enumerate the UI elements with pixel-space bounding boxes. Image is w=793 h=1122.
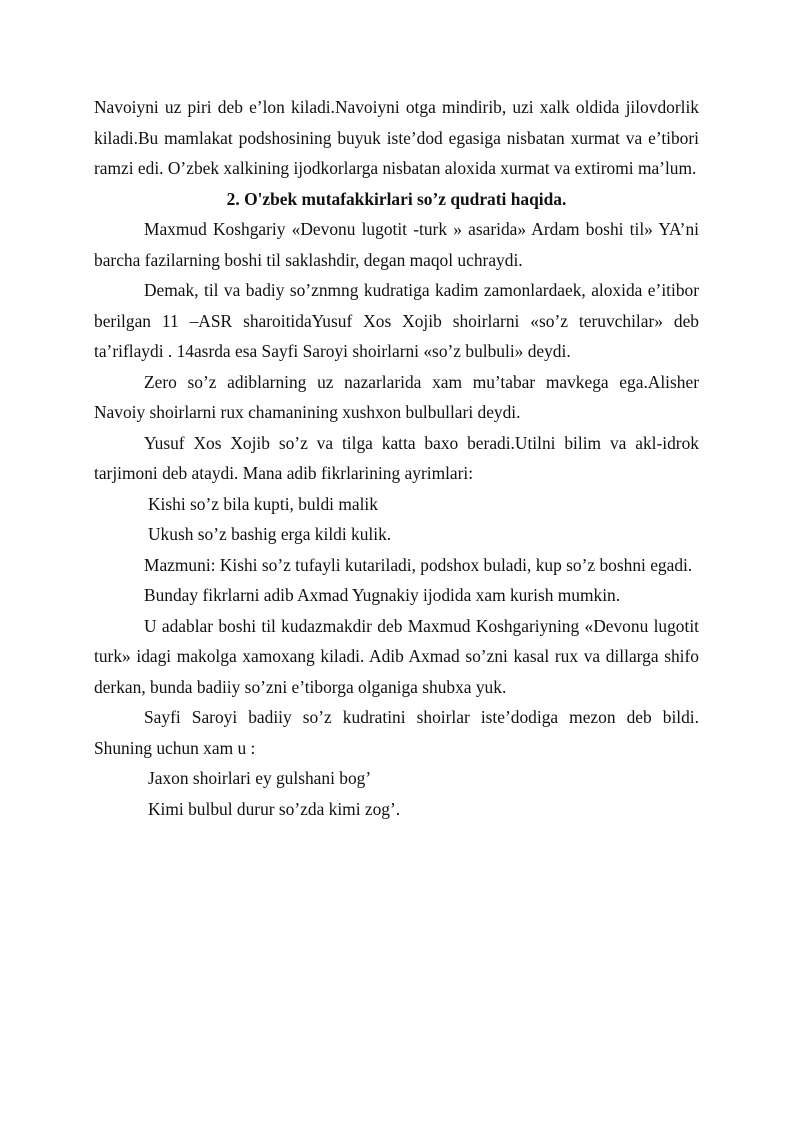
paragraph-yusuf: Yusuf Xos Xojib so’z va tilga katta baxo beradi.Utilni bilim va akl-idrok tarjimoni deb ataydi. Mana adib fikrlarining ayrimlari: bbox=[94, 432, 699, 483]
paragraph-zero: Zero so’z adiblarning uz nazarlarida xam mu’tabar mavkega ega.Alisher Navoiy shoirlarni rux chamanining xushxon bulbullari deydi. bbox=[94, 371, 699, 422]
verse-line: Kishi so’z bila kupti, buldi malik bbox=[148, 493, 378, 514]
section-heading: 2. O'zbek mutafakkirlari so’z qudrati haqida. bbox=[226, 188, 567, 209]
paragraph-navoiy: Navoiyni uz piri deb e’lon kiladi.Navoiyni otga mindirib, uzi xalk oldida jilovdorlik kiladi.Bu mamlakat podshosining buyuk iste’dod egasiga nisbatan xurmat va e’tibori ramzi edi. O’zbek xalkining ijodkorlarga nisbatan aloxida xurmat va extiromi ma’lum. bbox=[94, 97, 699, 178]
paragraph-adablar: U adablar boshi til kudazmakdir deb Maxmud Koshgariyning «Devonu lugotit turk» idagi makolga xamoxang kiladi. Adib Axmad so’zni kasal rux va dillarga shifo derkan, bunda badiiy so’zni e’tiborga olganiga shubxa yuk. bbox=[94, 615, 699, 697]
verse-line: Jaxon shoirlari ey gulshani bog’ bbox=[148, 768, 372, 788]
paragraph-mazmuni: Mazmuni: Kishi so’z tufayli kutariladi, podshox buladi, kup so’z boshni egadi. bbox=[144, 554, 693, 575]
paragraph-koshgariy: Maxmud Koshgariy «Devonu lugotit -turk » asarida» Ardam boshi til» YA’ni barcha fazilarning boshi til saklashdir, degan maqol uchraydi. bbox=[94, 219, 699, 270]
paragraph-bunday: Bunday fikrlarni adib Axmad Yugnakiy ijodida xam kurish mumkin. bbox=[144, 585, 621, 605]
paragraph-demak: Demak, til va badiy so’znmng kudratiga kadim zamonlardaek, aloxida e’itibor berilgan 11 –ASR sharoitidaYusuf Xos Xojib shoirlarni «so’z teruvchilar» deb ta’riflaydi . 14asrda esa Sayfi Saroyi shoirlarni «so’z bulbuli» deydi. bbox=[94, 280, 699, 361]
verse-line: Ukush so’z bashig erga kildi kulik. bbox=[148, 524, 392, 544]
paragraph-sayfi: Sayfi Saroyi badiiy so’z kudratini shoirlar iste’dodiga mezon deb bildi. Shuning uchun xam u : bbox=[94, 707, 699, 758]
verse-line: Kimi bulbul durur so’zda kimi zog’. bbox=[148, 798, 401, 819]
document-body bbox=[94, 92, 699, 824]
